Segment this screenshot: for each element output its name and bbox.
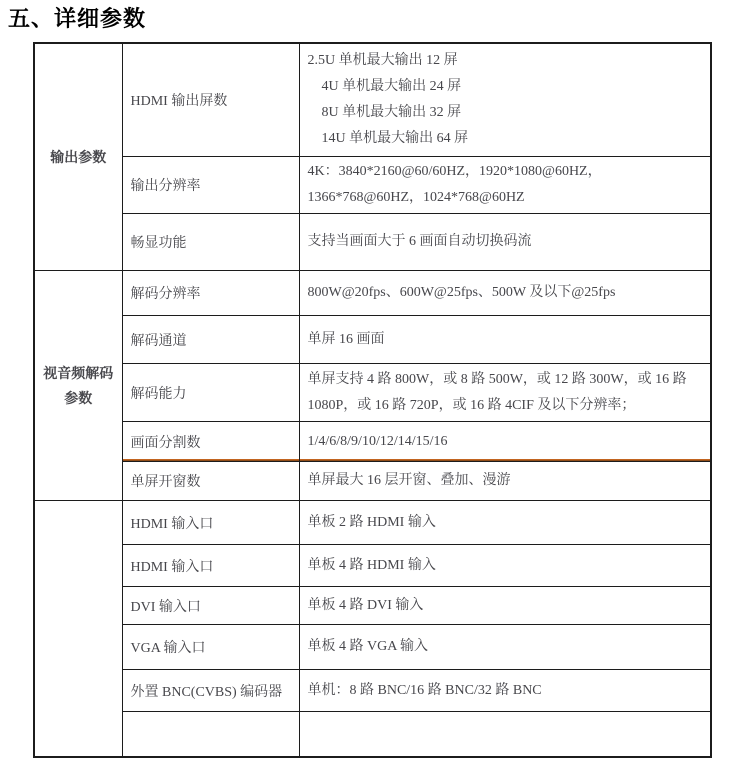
value-cell: 单屏最大 16 层开窗、叠加、漫游 <box>299 462 711 501</box>
param-cell: 解码分辨率 <box>122 271 299 316</box>
param-cell: 外置 BNC(CVBS) 编码器 <box>122 670 299 712</box>
value-line: 2.5U 单机最大输出 12 屏 <box>307 53 458 68</box>
value-cell: 单板 4 路 HDMI 输入 <box>299 545 711 587</box>
table-row <box>34 545 711 587</box>
param-cell: 输出分辨率 <box>122 157 299 214</box>
param-cell: 畅显功能 <box>122 214 299 271</box>
param-cell: 画面分割数 <box>122 422 299 462</box>
table-row <box>34 364 711 422</box>
value-cell: 单屏 16 画面 <box>299 316 711 364</box>
value-line: 14U 单机最大输出 64 屏 <box>321 131 469 146</box>
value-cell: 4K：3840*2160@60/60HZ，1920*1080@60HZ，1366*768@60HZ，1024*768@60HZ <box>299 157 711 214</box>
value-cell: 800W@20fps、600W@25fps、500W 及以下@25fps <box>299 271 711 316</box>
param-cell: DVI 输入口 <box>122 587 299 625</box>
value-cell: 单板 4 路 DVI 输入 <box>299 587 711 625</box>
value-cell <box>299 43 711 157</box>
value-cell: 单机：8 路 BNC/16 路 BNC/32 路 BNC <box>299 670 711 712</box>
table-row <box>34 501 711 545</box>
table-row <box>34 271 711 316</box>
table-row <box>34 712 711 758</box>
table-row <box>34 157 711 214</box>
value-cell: 单屏支持 4 路 800W，或 8 路 500W，或 12 路 300W，或 16 路 1080P，或 16 路 720P，或 16 路 4CIF 及以下分辨率； <box>299 364 711 422</box>
table-row <box>34 670 711 712</box>
param-cell: HDMI 输入口 <box>122 545 299 587</box>
page-title: 五、详细参数 <box>8 6 147 31</box>
spec-table <box>33 42 712 758</box>
param-cell: 单屏开窗数 <box>122 462 299 501</box>
param-cell: HDMI 输出屏数 <box>122 43 299 157</box>
param-cell <box>122 712 299 758</box>
table-row <box>34 43 711 157</box>
group-cell-input-params <box>34 501 122 758</box>
param-cell: VGA 输入口 <box>122 625 299 670</box>
table-row <box>34 587 711 625</box>
group-cell-av-decode-params: 视音频解码参数 <box>34 271 122 501</box>
param-cell: 解码通道 <box>122 316 299 364</box>
value-line: 8U 单机最大输出 32 屏 <box>321 105 462 120</box>
value-cell: 单板 4 路 VGA 输入 <box>299 625 711 670</box>
value-line: 4U 单机最大输出 24 屏 <box>321 79 462 94</box>
table-row <box>34 462 711 501</box>
table-row <box>34 316 711 364</box>
table-row <box>34 214 711 271</box>
table-row <box>34 422 711 462</box>
value-cell: 支持当画面大于 6 画面自动切换码流 <box>299 214 711 271</box>
table-row <box>34 625 711 670</box>
param-cell: HDMI 输入口 <box>122 501 299 545</box>
param-cell: 解码能力 <box>122 364 299 422</box>
value-cell: 单板 2 路 HDMI 输入 <box>299 501 711 545</box>
group-cell-output-params: 输出参数 <box>34 43 122 271</box>
value-cell: 1/4/6/8/9/10/12/14/15/16 <box>299 422 711 462</box>
value-cell <box>299 712 711 758</box>
